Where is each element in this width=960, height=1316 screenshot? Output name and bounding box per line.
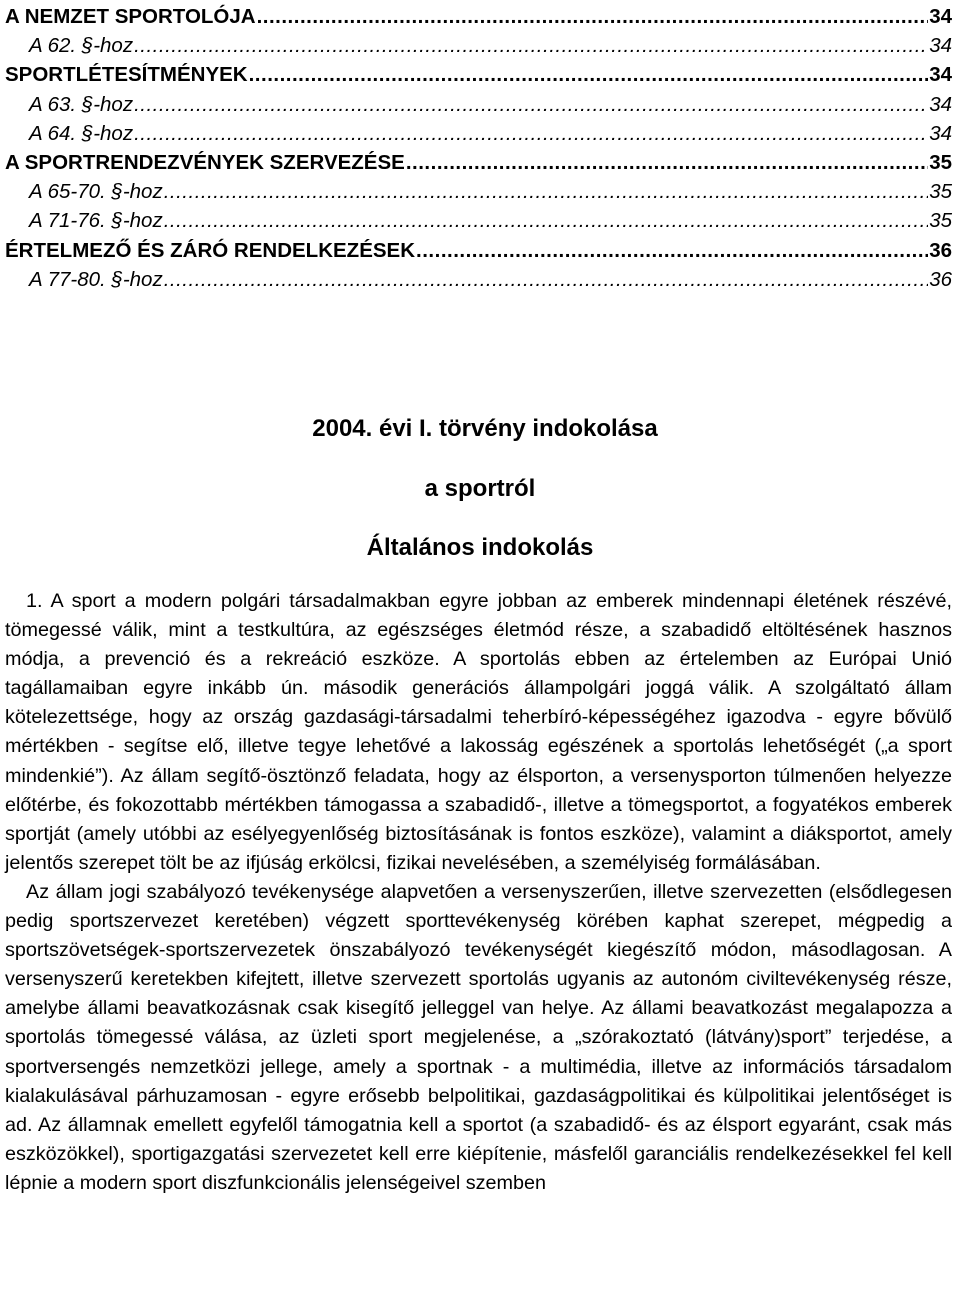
- toc-leader-dots: [249, 60, 929, 89]
- toc-leader-dots: [416, 236, 928, 265]
- toc-leader-dots: [164, 177, 928, 206]
- toc-entry-label: A 63. §-hoz: [29, 92, 134, 116]
- paragraph: 1. A sport a modern polgári társadalmakban egyre jobban az emberek mindennapi életének részévé, tömegessé válik, mint a testkultúra, az egészséges életmód része, a szabadidő eltöltésének hasznos módja, a prevenció és a rekreáció eszköze. A sportolás ebben az értelemben az Európai Unió tagállamaiban egyre inkább ún. második generációs állampolgári joggá válik. A szolgáltató állam kötelezettsége, hogy az ország gazdasági-társadalmi teherbíró-képességéhez igazodva - egyre bővülő mértékben - segítse elő, illetve tegye lehetővé a lakosság egészének a sportolás lehetőségét („a sport mindenkié”). Az állam segítő-ösztönző feladata, hogy az élsporton, a versenysporton túlmenően helyezze előtérbe, és fokozottabb mértékben támogassa a szabadidő-, illetve a tömegsportot, a fogyatékos emberek sportját (amely utóbbi az esélyegyenlőség biztosításának is fontos eszköze), valamint a diáksportot, amely jelentős szerepet tölt be az ifjúság erkölcsi, fizikai nevelésében, a személyiség formálásában.: [5, 590, 952, 874]
- toc-entry-page: 35: [929, 209, 952, 233]
- toc-entry[interactable]: [5, 265, 952, 294]
- toc-entry[interactable]: [5, 119, 952, 148]
- toc-leader-dots: [134, 119, 928, 148]
- toc-entry-label: SPORTLÉTESÍTMÉNYEK: [5, 63, 248, 87]
- toc-entry-label: A 62. §-hoz: [29, 34, 134, 58]
- toc-leader-dots: [406, 148, 928, 177]
- toc-entry-page: 35: [929, 151, 952, 175]
- toc-entry-page: 36: [929, 238, 952, 262]
- toc-entry[interactable]: [5, 60, 952, 89]
- document-subtitle: a sportról: [424, 475, 536, 502]
- toc-entry[interactable]: [5, 177, 952, 206]
- toc-entry-page: 34: [929, 92, 952, 116]
- toc-entry-page: 36: [929, 267, 952, 291]
- toc-leader-dots: [257, 2, 929, 31]
- document-title: 2004. évi I. törvény indokolása: [312, 415, 658, 442]
- toc-entry[interactable]: [5, 31, 952, 60]
- toc-entry[interactable]: [5, 90, 952, 119]
- toc-entry-label: A 64. §-hoz: [29, 121, 134, 145]
- body-text: [5, 587, 952, 1198]
- toc-entry[interactable]: [5, 2, 952, 31]
- toc-entry-label: ÉRTELMEZŐ ÉS ZÁRÓ RENDELKEZÉSEK: [5, 238, 416, 262]
- toc-leader-dots: [134, 31, 928, 60]
- toc-entry[interactable]: [5, 148, 952, 177]
- paragraph: Az állam jogi szabályozó tevékenysége alapvetően a versenyszerűen, illetve szervezetten (elsődlegesen pedig sportszervezet keretében) végzett sporttevékenység körében kaphat szerepet, mégpedig a sportszövetségek-sportszervezetek önszabályozó tevékenységét kiegészítő módon, másodlagosan. A versenyszerű keretekben kifejtett, illetve szervezett sportolás ugyanis az autonóm civiltevékenység része, amelybe állami beavatkozásnak csak kisegítő jelleggel van helye. Az állami beavatkozást megalapozza a sportolás tömegessé válása, az üzleti sport megjelenése, a „szórakoztató (látvány)sport” terjedése, a sportversengés nemzetközi jellege, amely a sportnak - a multimédia, illetve az információs társadalom kialakulásával párhuzamosan - egyre erősebb belpolitikai, gazdaságpolitikai és külpolitikai jelentőséget is ad. Az államnak emellett egyfelől támogatnia kell a sportot (a szabadidő- és az élsport egyaránt, csak más eszközökkel), sportigazgatási szervezetet kell erre kiépítenie, másfelől garanciális rendelkezésekkel fel kell lépnie a modern sport diszfunkcionális jelenségeivel szemben: [5, 880, 952, 1194]
- toc-entry[interactable]: [5, 206, 952, 235]
- toc-entry-label: A 77-80. §-hoz: [29, 267, 163, 291]
- toc-entry-label: A 71-76. §-hoz: [29, 209, 163, 233]
- table-of-contents: [5, 2, 952, 294]
- toc-entry-label: A SPORTRENDEZVÉNYEK SZERVEZÉSE: [5, 151, 405, 175]
- toc-entry-page: 34: [929, 34, 952, 58]
- toc-entry-page: 34: [929, 121, 952, 145]
- toc-entry-page: 34: [929, 5, 952, 28]
- toc-entry-label: A NEMZET SPORTOLÓJA: [5, 5, 256, 28]
- toc-leader-dots: [134, 90, 928, 119]
- toc-leader-dots: [164, 265, 928, 294]
- section-heading: Általános indokolás: [366, 534, 594, 561]
- toc-entry-page: 34: [929, 63, 952, 87]
- toc-leader-dots: [164, 206, 928, 235]
- toc-entry[interactable]: [5, 236, 952, 265]
- toc-entry-page: 35: [929, 180, 952, 204]
- toc-entry-label: A 65-70. §-hoz: [29, 180, 163, 204]
